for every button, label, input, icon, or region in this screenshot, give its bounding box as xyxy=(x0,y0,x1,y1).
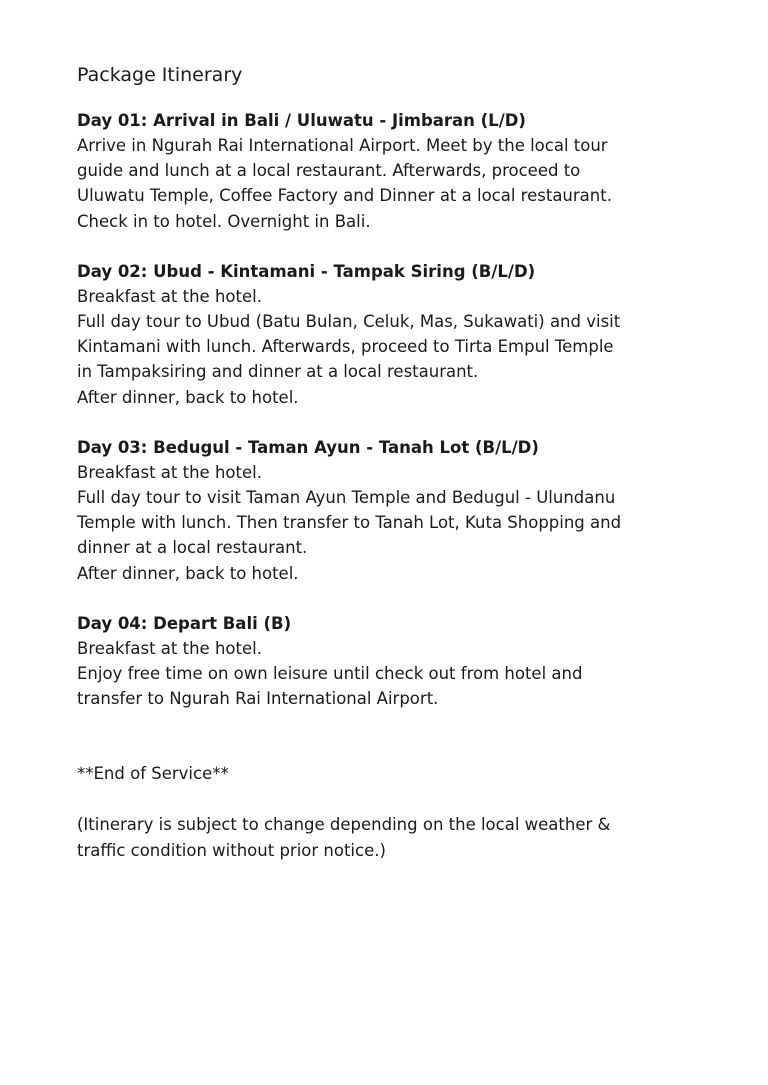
day-heading: Day 01: Arrival in Bali / Uluwatu - Jimbaran (L/D) xyxy=(77,111,526,130)
page-title: Package Itinerary xyxy=(77,64,243,86)
day-description-line: Breakfast at the hotel. xyxy=(77,286,262,306)
day-description-line: Temple with lunch. Then transfer to Tanah Lot, Kuta Shopping and xyxy=(77,513,622,533)
day-02-section xyxy=(77,259,717,410)
day-04-section xyxy=(77,611,717,712)
day-description-line: Full day tour to visit Taman Ayun Temple and Bedugul - Ulundanu xyxy=(77,488,616,508)
day-description-line: After dinner, back to hotel. xyxy=(77,563,299,583)
day-heading: Day 02: Ubud - Kintamani - Tampak Siring (B/L/D) xyxy=(77,261,536,281)
day-description-line: Arrive in Ngurah Rai International Airport. Meet by the local tour xyxy=(77,136,608,155)
day-description-line: Breakfast at the hotel. xyxy=(77,638,262,658)
day-description-line: dinner at a local restaurant. xyxy=(77,538,308,558)
day-description-line: Breakfast at the hotel. xyxy=(77,462,262,482)
day-description-line: transfer to Ngurah Rai International Airport. xyxy=(77,689,439,709)
day-description-line: Uluwatu Temple, Coffee Factory and Dinner at a local restaurant. xyxy=(77,186,612,206)
end-of-service-note: **End of Service** xyxy=(77,764,229,784)
day-heading: Day 04: Depart Bali (B) xyxy=(77,613,292,633)
day-heading: Day 03: Bedugul - Taman Ayun - Tanah Lot (B/L/D) xyxy=(77,437,539,457)
day-description-line: Check in to hotel. Overnight in Bali. xyxy=(77,211,371,231)
disclaimer-line: traffic condition without prior notice.) xyxy=(77,840,386,860)
disclaimer-line: (Itinerary is subject to change depending on the local weather & xyxy=(77,815,611,835)
day-description-line: Kintamani with lunch. Afterwards, proceed to Tirta Empul Temple xyxy=(77,337,614,357)
day-03-section xyxy=(77,435,717,586)
day-01-section xyxy=(77,108,717,234)
day-description-line: Full day tour to Ubud (Batu Bulan, Celuk, Mas, Sukawati) and visit xyxy=(77,312,621,332)
closing-section xyxy=(77,761,717,862)
day-description-line: After dinner, back to hotel. xyxy=(77,387,299,407)
day-description-line: Enjoy free time on own leisure until check out from hotel and xyxy=(77,664,583,684)
day-description-line: in Tampaksiring and dinner at a local restaurant. xyxy=(77,362,479,382)
itinerary-document xyxy=(77,62,717,863)
day-description-line: guide and lunch at a local restaurant. Afterwards, proceed to xyxy=(77,161,581,181)
